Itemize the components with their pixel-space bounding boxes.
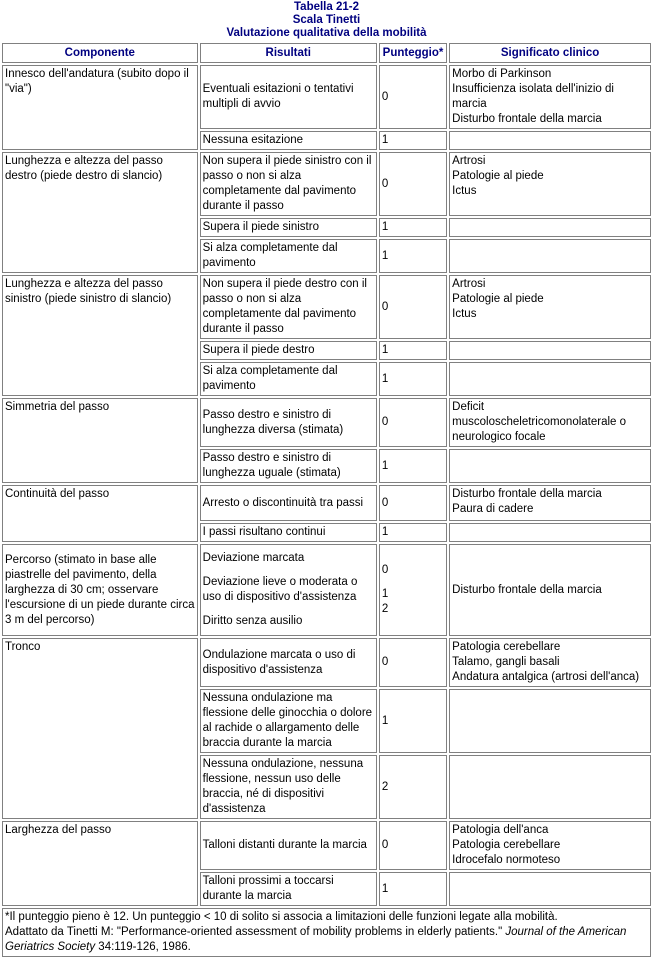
significato-cell (449, 485, 651, 521)
significato-line: Disturbo frontale della marcia (452, 488, 602, 500)
risultato-cell: Eventuali esitazioni o tentativi multipli di avvio (200, 65, 377, 129)
risultato-cell: Si alza completamente dal pavimento (200, 362, 377, 396)
significato-cell (449, 689, 651, 753)
risultato-cell (200, 544, 377, 636)
significato-cell (449, 362, 651, 396)
risultato-cell: Supera il piede sinistro (200, 218, 377, 237)
punteggio-cell: 1 (379, 449, 447, 483)
scale-name: Scala Tinetti (292, 14, 361, 26)
source-citation (5, 925, 648, 955)
risultato-cell: Supera il piede destro (200, 341, 377, 360)
significato-line: Patologie al piede (452, 293, 544, 305)
significato-cell (449, 65, 651, 129)
punteggio-cell: 0 (379, 398, 447, 447)
risultato-line: Diritto senza ausilio (202, 615, 303, 627)
risultato-cell: Ondulazione marcata o uso di dispositivo d'assistenza (200, 638, 377, 687)
componente-cell: Continuità del passo (2, 485, 198, 542)
risultato-line: Deviazione marcata (202, 552, 305, 564)
risultato-cell: Nessuna ondulazione ma flessione delle ginocchia o dolore al rachide o allargamento delle braccia durante la marcia (200, 689, 377, 753)
footnote-cell (2, 908, 651, 957)
significato-line: Patologia dell'anca (452, 824, 549, 836)
footer-row (2, 908, 651, 957)
significato-line: Morbo di Parkinson (452, 68, 552, 80)
punteggio-cell: 1 (379, 341, 447, 360)
significato-cell (449, 152, 651, 216)
table-row (2, 398, 651, 447)
significato-cell (449, 218, 651, 237)
significato-line: Paura di cadere (452, 503, 534, 515)
punteggio-cell: 0 (379, 821, 447, 870)
significato-cell (449, 821, 651, 870)
risultato-cell: Nessuna esitazione (200, 131, 377, 150)
punteggio-cell: 1 (379, 218, 447, 237)
significato-cell (449, 544, 651, 636)
significato-cell (449, 872, 651, 906)
significato-line: Disturbo frontale della marcia (452, 583, 602, 596)
punteggio-cell: 1 (379, 239, 447, 273)
tinetti-table (0, 41, 653, 959)
significato-line: Deficit muscoloscheletricomonolaterale o neurologico focale (452, 401, 627, 443)
significato-cell (449, 755, 651, 819)
table-row (2, 152, 651, 216)
table-number: Tabella 21-2 (294, 1, 359, 13)
componente-cell: Lunghezza e altezza del passo sinistro (piede sinistro di slancio) (2, 275, 198, 396)
punteggio-line: 0 (381, 564, 389, 576)
significato-line: Idrocefalo normoteso (452, 854, 561, 866)
punteggio-cell: 0 (379, 65, 447, 129)
risultato-cell: I passi risultano continui (200, 523, 377, 542)
significato-line: Talamo, gangli basali (452, 656, 560, 668)
significato-cell (449, 239, 651, 273)
punteggio-cell: 1 (379, 689, 447, 753)
significato-cell (449, 523, 651, 542)
significato-cell (449, 638, 651, 687)
significato-line: Patologia cerebellare (452, 641, 561, 653)
componente-cell: Larghezza del passo (2, 821, 198, 906)
punteggio-cell: 1 (379, 872, 447, 906)
componente-cell: Simmetria del passo (2, 398, 198, 483)
table-title (0, 0, 653, 40)
punteggio-cell (379, 544, 447, 636)
header-punteggio: Punteggio* (379, 43, 447, 63)
risultato-cell: Non supera il piede destro con il passo o non si alza completamente dal pavimento durante il passo (200, 275, 377, 339)
punteggio-cell: 1 (379, 131, 447, 150)
componente-cell: Tronco (2, 638, 198, 819)
significato-line: Disturbo frontale della marcia (452, 113, 602, 125)
significato-line: Artrosi (452, 278, 486, 290)
punteggio-cell: 0 (379, 275, 447, 339)
significato-cell (449, 398, 651, 447)
punteggio-cell: 1 (379, 523, 447, 542)
significato-line: Ictus (452, 308, 477, 320)
punteggio-cell: 2 (379, 755, 447, 819)
footnote-text: *Il punteggio pieno è 12. Un punteggio < 10 di solito si associa a limitazioni delle funzioni legate alla mobilità. (5, 911, 558, 923)
citation-suffix: 34:119-126, 1986. (95, 941, 191, 953)
table-row (2, 638, 651, 687)
risultato-cell: Passo destro e sinistro di lunghezza uguale (stimata) (200, 449, 377, 483)
punteggio-cell: 1 (379, 362, 447, 396)
significato-line: Artrosi (452, 155, 486, 167)
header-risultati: Risultati (200, 43, 377, 63)
table-row (2, 544, 651, 636)
risultato-cell: Talloni prossimi a toccarsi durante la marcia (200, 872, 377, 906)
risultato-cell: Talloni distanti durante la marcia (200, 821, 377, 870)
table-row (2, 65, 651, 129)
header-significato: Significato clinico (449, 43, 651, 63)
punteggio-cell: 0 (379, 638, 447, 687)
punteggio-cell: 0 (379, 152, 447, 216)
risultato-cell: Passo destro e sinistro di lunghezza diversa (stimata) (200, 398, 377, 447)
table-row (2, 821, 651, 870)
significato-cell (449, 131, 651, 150)
significato-line: Insufficienza isolata dell'inizio di marcia (452, 83, 614, 110)
punteggio-line: 1 (381, 588, 389, 600)
table-row (2, 485, 651, 521)
citation-prefix: Adattato da Tinetti M: "Performance-oriented assessment of mobility problems in elderly patients." (5, 926, 506, 938)
componente-cell: Lunghezza e altezza del passo destro (piede destro di slancio) (2, 152, 198, 273)
significato-line: Andatura antalgica (artrosi dell'anca) (452, 671, 640, 683)
risultato-cell: Non supera il piede sinistro con il passo o non si alza completamente dal pavimento durante il passo (200, 152, 377, 216)
significato-cell (449, 341, 651, 360)
table-subtitle: Valutazione qualitativa della mobilità (226, 27, 427, 39)
significato-line: Ictus (452, 185, 477, 197)
significato-cell (449, 449, 651, 483)
significato-cell (449, 275, 651, 339)
punteggio-line: 2 (381, 603, 389, 615)
componente-cell: Percorso (stimato in base alle piastrelle del pavimento, della larghezza di 30 cm; osservare l'escursione di un piede durante circa 3 m del percorso) (2, 544, 198, 636)
header-row (2, 43, 651, 63)
header-componente: Componente (2, 43, 198, 63)
significato-line: Patologie al piede (452, 170, 544, 182)
risultato-cell: Arresto o discontinuità tra passi (200, 485, 377, 521)
table-row (2, 275, 651, 339)
risultato-cell: Nessuna ondulazione, nessuna flessione, nessun uso delle braccia, né di dispositivi d'assistenza (200, 755, 377, 819)
componente-cell: Innesco dell'andatura (subito dopo il "via") (2, 65, 198, 150)
significato-line: Patologia cerebellare (452, 839, 561, 851)
risultato-cell: Si alza completamente dal pavimento (200, 239, 377, 273)
risultato-line: Deviazione lieve o moderata o uso di dispositivo d'assistenza (202, 576, 358, 603)
journal-name: Journal of the American Geriatrics Society (5, 926, 627, 953)
punteggio-cell: 0 (379, 485, 447, 521)
